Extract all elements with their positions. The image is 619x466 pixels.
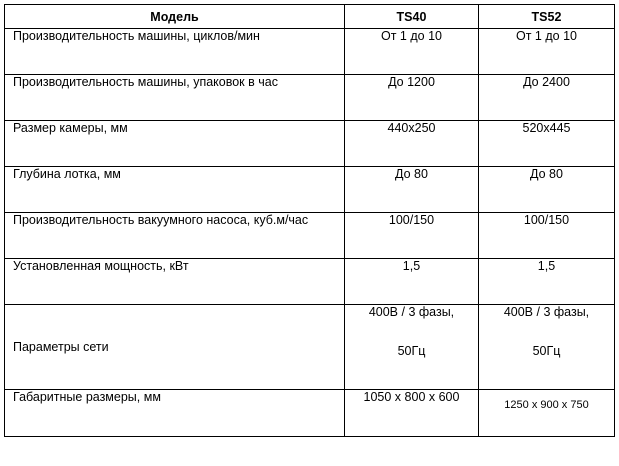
row-ts52-value: До 2400 bbox=[479, 75, 615, 121]
row-param: Размер камеры, мм bbox=[5, 121, 345, 167]
header-ts52: TS52 bbox=[479, 5, 615, 29]
header-ts40: TS40 bbox=[345, 5, 479, 29]
row-ts40-value: 1,5 bbox=[345, 259, 479, 305]
row-param: Глубина лотка, мм bbox=[5, 167, 345, 213]
value-line: 400В / 3 фазы, bbox=[503, 305, 590, 319]
row-param: Производительность машины, упаковок в час bbox=[5, 75, 345, 121]
row-ts40-value: От 1 до 10 bbox=[345, 29, 479, 75]
value-line: 400В / 3 фазы, bbox=[368, 305, 455, 319]
row-ts40-value bbox=[345, 305, 479, 390]
table-row bbox=[5, 305, 615, 390]
row-ts52-value: 520х445 bbox=[479, 121, 615, 167]
row-ts52-value: От 1 до 10 bbox=[479, 29, 615, 75]
row-ts40-value: 440х250 bbox=[345, 121, 479, 167]
row-param: Параметры сети bbox=[5, 305, 345, 390]
specifications-table bbox=[4, 4, 615, 437]
row-ts40-value: До 1200 bbox=[345, 75, 479, 121]
row-param: Производительность вакуумного насоса, куб.м/час bbox=[5, 213, 345, 259]
table-row bbox=[5, 29, 615, 75]
row-ts52-value bbox=[479, 305, 615, 390]
row-param: Габаритные размеры, мм bbox=[5, 390, 345, 437]
table-row bbox=[5, 121, 615, 167]
value-line: 50Гц bbox=[532, 344, 561, 358]
row-ts52-value: 100/150 bbox=[479, 213, 615, 259]
row-ts40-value: 1050 х 800 х 600 bbox=[345, 390, 479, 437]
value-line: 50Гц bbox=[397, 344, 426, 358]
table-row bbox=[5, 213, 615, 259]
table-row bbox=[5, 167, 615, 213]
header-model: Модель bbox=[5, 5, 345, 29]
row-ts40-value: 100/150 bbox=[345, 213, 479, 259]
table-row bbox=[5, 75, 615, 121]
row-param: Производительность машины, циклов/мин bbox=[5, 29, 345, 75]
row-ts40-value: До 80 bbox=[345, 167, 479, 213]
row-param: Установленная мощность, кВт bbox=[5, 259, 345, 305]
table-row bbox=[5, 390, 615, 437]
row-ts52-value: 1250 х 900 х 750 bbox=[479, 390, 615, 437]
row-ts52-value: 1,5 bbox=[479, 259, 615, 305]
table-row bbox=[5, 259, 615, 305]
row-ts52-value: До 80 bbox=[479, 167, 615, 213]
table-header-row bbox=[5, 5, 615, 29]
